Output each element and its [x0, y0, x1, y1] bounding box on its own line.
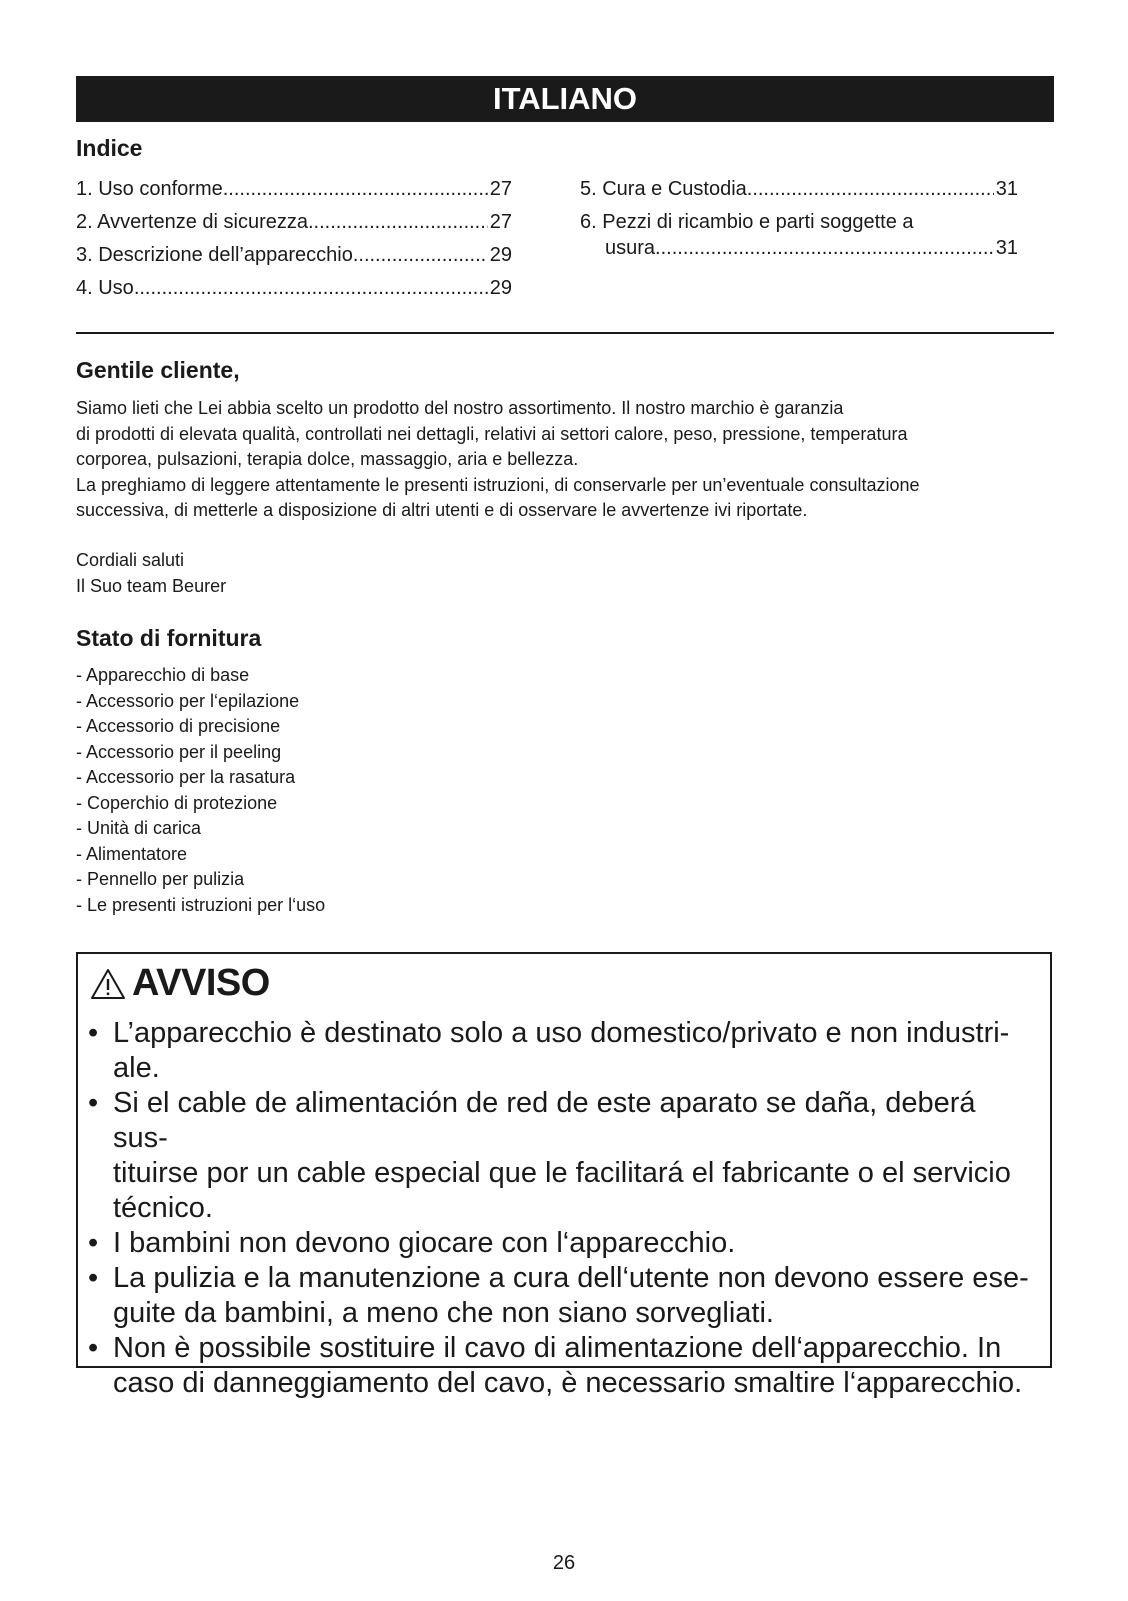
toc-entry-label: 2. Avvertenze di sicurezza — [76, 211, 308, 233]
toc-leader — [353, 244, 488, 267]
toc-entry-label-cont: usura — [605, 237, 656, 259]
toc-entry[interactable] — [580, 178, 1018, 211]
bullet: • — [88, 1332, 99, 1364]
toc-leader — [308, 211, 488, 234]
toc-leader — [655, 237, 994, 260]
greeting-line: di prodotti di elevata qualità, controllati nei dettagli, relativi ai settori calore, peso, pressione, temperatura — [76, 423, 908, 444]
warning-item — [88, 1016, 1033, 1086]
greeting-heading: Gentile cliente, — [76, 357, 240, 383]
supply-list — [76, 663, 325, 918]
bullet: • — [88, 1087, 99, 1119]
closing-line: Il Suo team Beurer — [76, 575, 227, 596]
toc-entry-continuation[interactable] — [580, 237, 1018, 270]
greeting-line: successiva, di metterle a disposizione di altri utenti e di osservare le avvertenze ivi riportate. — [76, 500, 808, 520]
warning-item — [88, 1331, 1033, 1401]
warning-header — [90, 962, 270, 1005]
toc-entry[interactable] — [76, 178, 512, 211]
toc-entry-page: 31 — [995, 178, 1018, 200]
warning-box — [76, 952, 1052, 1399]
warning-triangle-icon — [90, 968, 126, 1000]
toc-right-column — [580, 178, 1018, 270]
bullet: • — [88, 1017, 99, 1049]
warning-line: técnico. — [113, 1192, 213, 1224]
list-item: - Accessorio per la rasatura — [76, 767, 296, 787]
greeting-line: La preghiamo di leggere attentamente le presenti istruzioni, di conservarle per un’eventuale consultazione — [76, 474, 920, 495]
warning-line: Non è possibile sostituire il cavo di alimentazione dell‘apparecchio. In — [113, 1332, 1002, 1364]
warning-item — [88, 1086, 1033, 1226]
toc-entry-page: 27 — [489, 178, 512, 200]
bullet: • — [88, 1227, 99, 1259]
warning-line: La pulizia e la manutenzione a cura dell‘utente non devono essere ese- — [113, 1262, 1029, 1294]
toc-entry-label: 1. Uso conforme — [76, 178, 223, 200]
list-item: - Accessorio per l‘epilazione — [76, 690, 300, 711]
toc-entry[interactable] — [76, 211, 512, 244]
toc-entry[interactable] — [76, 277, 512, 310]
page-number: 26 — [552, 1552, 576, 1574]
warning-list — [88, 1016, 1033, 1401]
bullet: • — [88, 1262, 99, 1294]
greeting-line: Siamo lieti che Lei abbia scelto un prodotto del nostro assortimento. Il nostro marchio è garanzia — [76, 398, 844, 418]
warning-line: ale. — [113, 1052, 160, 1084]
greeting-line: corporea, pulsazioni, terapia dolce, massaggio, aria e bellezza. — [76, 449, 579, 469]
language-title: ITALIANO — [492, 81, 638, 116]
warning-line: caso di danneggiamento del cavo, è necessario smaltire l‘apparecchio. — [113, 1367, 1023, 1399]
list-item: - Unità di carica — [76, 818, 202, 838]
list-item: - Pennello per pulizia — [76, 869, 245, 889]
toc-entry-page: 31 — [995, 237, 1018, 259]
greeting-text — [76, 396, 920, 524]
warning-line: guite da bambini, a meno che non siano sorvegliati. — [113, 1297, 774, 1329]
toc-heading: Indice — [76, 135, 143, 161]
toc-entry-page: 27 — [489, 211, 512, 233]
closing-line: Cordiali saluti — [76, 550, 185, 570]
language-banner — [76, 76, 1054, 122]
list-item: - Le presenti istruzioni per l‘uso — [76, 894, 326, 915]
list-item: - Coperchio di protezione — [76, 792, 278, 813]
list-item: - Accessorio per il peeling — [76, 741, 282, 762]
warning-item — [88, 1226, 1033, 1261]
toc-entry-label: 3. Descrizione dell’apparecchio — [76, 244, 353, 266]
warning-title: AVVISO — [132, 962, 270, 1004]
section-divider — [76, 332, 1054, 334]
greeting-closing — [76, 548, 226, 599]
list-item: - Accessorio di precisione — [76, 716, 281, 736]
toc-leader — [223, 178, 488, 201]
warning-line: tituirse por un cable especial que le facilitará el fabricante o el servicio — [113, 1157, 1011, 1189]
toc-entry-page: 29 — [489, 277, 512, 299]
toc-entry[interactable] — [76, 244, 512, 277]
toc-entry-page: 29 — [489, 244, 512, 266]
toc-leader — [134, 277, 488, 300]
warning-item — [88, 1261, 1033, 1331]
warning-line: Si el cable de alimentación de red de este aparato se daña, deberá sus- — [113, 1087, 976, 1154]
warning-line: L’apparecchio è destinato solo a uso domestico/privato e non industri- — [113, 1017, 1010, 1049]
list-item: - Alimentatore — [76, 843, 188, 864]
toc-entry-label: 5. Cura e Custodia — [580, 178, 747, 200]
supply-heading: Stato di fornitura — [76, 625, 262, 651]
warning-line: I bambini non devono giocare con l‘apparecchio. — [113, 1227, 736, 1259]
toc-left-column — [76, 178, 512, 310]
list-item: - Apparecchio di base — [76, 665, 250, 685]
toc-leader — [747, 178, 994, 201]
toc-entry-label: 4. Uso — [76, 277, 134, 299]
toc-entry-label: 6. Pezzi di ricambio e parti soggette a — [580, 211, 914, 233]
toc-entry[interactable] — [580, 211, 1018, 237]
